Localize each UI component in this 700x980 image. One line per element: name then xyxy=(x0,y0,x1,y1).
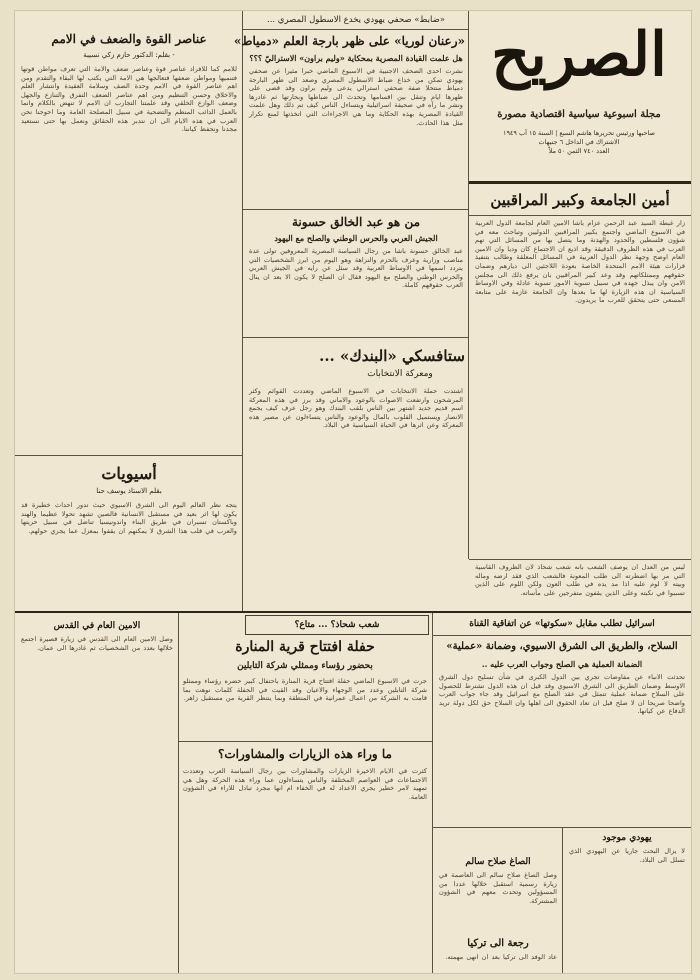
bandak-body: اشتدت حملة الانتخابات في الاسبوع الماضي وتعددت القوائم وكثر المرشحون وارتفعت الاصوات بالوعود والاماني وقد برز في هذه المعركة اسم قديم جديد اشتهر بين الناس بلقب البندك وهو رجل عرف كيف يجمع الانصار ويستميل القلوب بالمال والوعود والناس يتساءلون عن مصير هذه المعركة وعن اثرها في الحياة السياسية في البلاد. xyxy=(249,387,463,430)
return-turkey-body: عاد الوفد الى تركيا بعد ان انهى مهمته. xyxy=(445,953,557,961)
israel-suez-headline: اسرائيل تطلب مقابل «سكوتها» عن اتفاقية القناة xyxy=(469,619,655,629)
university-body: زار غبطة السيد عبد الرحمن عزام باشا الامين العام لجامعة الدول العربية في الاسبوع الماضي واجتمع بكبير المراقبين الدوليين وتباحث معه في شؤون فلسطين والحدود والهدنة وما يتصل بها من المسائل التي تهم العرب في هذه الظروف الدقيقة وقد اذيع ان الاجتماع كان وديا وان الامين العام اوضح وجهة نظر الدول العربية في المسائل المعلقة وطالب بتنفيذ قرارات هيئة الامم المتحدة الخاصة بعودة اللاجئين الى ديارهم وضمان حقوقهم وممتلكاتهم وقد وعد كبير المراقبين بان يرفع ذلك الى مجلس الامن وان يبذل جهده في سبيل تسوية الامور تسوية عادلة وفي الاوساط السياسية ان هذه الزيارة لها ما بعدها وان الجامعة عازمة على متابعة المسعى حتى يتحقق للعرب ما يريدون. xyxy=(475,219,685,305)
section-rule xyxy=(15,611,691,613)
asiyat-body: يتجه نظر العالم اليوم الى الشرق الاسيوي حيث تدور احداث خطيرة قد يكون لها اثر بعيد في مستقبل الانسانية فالصين تشهد تحولا عظيما والهند وباكستان تسيران في طريق البناء واندونيسيا تناضل في سبيل حريتها والعرب في قلب هذا الشرق لا يمكنهم ان يقفوا بمعزل عما يجري حولهم. xyxy=(21,501,237,535)
moudi-headline: يهودي موجود xyxy=(602,833,652,843)
elements-body: للامم كما للافراد عناصر قوة وعناصر ضعف والامة التي تعرف مواطن قوتها فتنميها ومواطن ضعفها فتعالجها هي الامة التي يكتب لها البقاء والتقدم ومن اهم عناصر القوة في الامم وحدة الصف وسلامة العقيدة وانتشار العلم والاخلاق وحسن التنظيم ومن اهم عناصر الضعف التفرق والتنازع والجهل وضعف الوازع الخلقي وقد علمتنا التجارب ان الامم لا تنهض بالكلام وانما بالعمل الدائب المنظم والتضحية في سبيل المصلحة العامة وما احوجنا نحن العرب في هذه الايام الى ان نتدبر هذه الحقائق ونعمل بها حتى نستعيد مجدنا ونحفظ كياننا. xyxy=(21,65,237,134)
divider xyxy=(179,741,433,742)
divider xyxy=(243,337,469,338)
salah-headline: الصاغ صلاح سالم xyxy=(465,857,531,867)
general-secretary-headline: الامين العام في القدس xyxy=(53,621,141,631)
asiyat-headline: أسيويات xyxy=(101,464,157,483)
weapons-body: تحدثت الانباء عن مفاوضات تجري بين الدول الكبرى في شأن تسليح دول الشرق الاوسط وضمان الطريق الى الشرق الاسيوي وقد قيل ان هذه الدول تشترط للحصول على السلاح ضمانة عملية تتمثل في عقد الصلح مع اسرائيل وقد جاء جواب العرب واضحا صريحا ان لا صلح قبل ان تعاد الحقوق الى اهلها وان السلاح حق لكل دولة تريد الدفاع عن كيانها. xyxy=(439,673,685,716)
masthead-info-line: العدد ٧٤٠ الثمن ٥٠ ملاّ xyxy=(548,147,610,155)
masthead-info xyxy=(473,129,685,156)
masthead-subtitle: مجلة اسبوعية سياسية اقتصادية مصورة xyxy=(497,109,661,120)
newspaper-page xyxy=(14,10,692,974)
general-secretary-body: وصل الامين العام الى القدس في زيارة قصيرة اجتمع خلالها بعدد من الشخصيات ثم غادرها الى عمان. xyxy=(21,635,173,652)
column-rule xyxy=(468,11,469,559)
elements-headline: عناصر القوة والضعف في الامم xyxy=(51,32,207,46)
masthead xyxy=(467,11,691,181)
rantan-body: نشرت احدى الصحف الاجنبية في الاسبوع الماضي خبرا مثيرا عن صحفي يهودي تمكن من خداع ضباط الاسطول المصري وصعد الى ظهر البارجة دمياط منتحلا صفة صحفي استرالي يدعى وليم براون وقد قضى على ظهرها ايام وتنقل بين اقسامها وتحدث الى ضباطها وبحارتها ثم غادرها ونشر ما رآه في صحيفة اسرائيلية ويتساءل الناس كيف تم ذلك وهل علمت القيادة المصرية بهذه الحكاية وما هي الاجراءات التي اتخذتها لمنع تكرار مثل هذا الحادث. xyxy=(249,67,463,127)
elements-byline: - بقلم: الدكتور حازم زكي نسيبة xyxy=(83,51,175,59)
divider xyxy=(243,29,469,30)
divider xyxy=(15,455,243,456)
rantan-subhead: هل علمت القيادة المصرية بمحكاية «وليم براون» الاستراليّ ؟؟؟ xyxy=(249,53,463,63)
bandak-subhead: ومعركة الانتخابات xyxy=(367,369,433,379)
weapons-headline: السلاح، والطريق الى الشرق الاسيوي، وضمانة «عملية» xyxy=(446,641,678,652)
khaleq-body: عبد الخالق حسونة باشا من رجال السياسة المصرية المعروفين تولى عدة مناصب وزارية وعرف بالحزم والنزاهة وهو اليوم من ابرز الشخصيات التي يتردد اسمها في الاوساط العربية وقد سئل عن رايه في الجيش العربي والحرس الوطني والصلح مع اليهود فقال ان الصلح لا يكون الا بعد ان ينال العرب حقوقهم كاملة. xyxy=(249,247,463,290)
manara-headline: حفلة افتتاح قرية المنارة xyxy=(235,639,375,655)
masthead-info-line: صاحبها ورئيس تحريرها هاشم السبع | السنة ١٥ آب ١٩٤٩ xyxy=(502,129,656,137)
divider xyxy=(433,635,691,636)
salah-body: وصل الصاغ صلاح سالم الى العاصمة في زيارة رسمية استقبل خلالها عددا من المسؤولين وتحدث معهم في الشؤون المشتركة. xyxy=(439,871,557,905)
khaleq-subhead: الجيش العربي والحرس الوطني والصلح مع اليهود xyxy=(274,233,438,243)
column-rule xyxy=(432,611,433,973)
column-rule xyxy=(562,827,563,973)
khaleq-headline: من هو عبد الخالق حسونة xyxy=(291,215,421,229)
return-turkey-headline: رجعة الى تركيا xyxy=(467,938,529,949)
asiyat-byline: بقلم الاستاذ يوسف حنا xyxy=(96,487,162,495)
divider xyxy=(469,215,691,216)
divider xyxy=(243,209,469,210)
top-banner: «ضابط» صحفي يهودي يخدع الاسطول المصري ... xyxy=(267,15,445,25)
visits-headline: ما وراء هذه الزيارات والمشاورات؟ xyxy=(218,747,392,761)
rantan-headline: «رعنان لوريا» على ظهر بارجة العلم «دمياط» xyxy=(233,34,465,48)
conditions-box xyxy=(245,615,429,635)
visits-body: كثرت في الايام الاخيرة الزيارات والمشاورات بين رجال السياسة العرب وتعددت الاجتماعات في العواصم المختلفة والناس يتساءلون عما وراء هذه الحركة وهل هي تمهيد لامر خطير يجري الاعداد له في الخفاء ام انها مجرد تبادل للاراء في الشؤون العامة. xyxy=(183,767,427,801)
conditions-boxed-title: شعب شحاذ؟ ... متاع؟ xyxy=(294,620,380,630)
manara-body: جرت في الاسبوع الماضي حفلة افتتاح قرية المنارة باحتفال كبير حضره رؤساء وممثلو شركة التابلين وعدد من الوجهاء والاعيان وقد القيت في الحفلة كلمات نوهت بما قامت به الشركة من اعمال عمرانية في المنطقة وبما ينتظر القرية من مستقبل زاهر. xyxy=(183,677,427,703)
masthead-rule xyxy=(469,181,691,184)
bandak-headline: ستافسكي «البندك» ... xyxy=(319,347,465,365)
weapons-subhead: الضمانة العملية هي الصلح وجواب العرب عليه .. xyxy=(481,659,643,669)
university-headline: أمين الجامعة وكبير المراقبين xyxy=(490,191,670,209)
column-rule xyxy=(178,611,179,973)
manara-subhead: بحضور رؤساء وممثلي شركة التابلين xyxy=(237,661,373,671)
moudi-body: لا يزال البحث جاريا عن اليهودي الذي تسلل الى البلاد. xyxy=(569,847,685,864)
masthead-title: الصريح xyxy=(491,20,667,90)
conditions-body: ليس من العدل ان يوصف الشعب بانه شعب شحاذ لان الظروف القاسية التي مر بها اضطرته الى طلب المعونة فالشعب الذي فقد ارضه وماله وبيته لا لوم عليه اذا مد يده في طلب العون ولكن اللوم على الذين تسببوا في نكبته وعلى الذين يقفون متفرجين على مأساته. xyxy=(475,563,685,597)
masthead-info-line: الاشتراك في الداخل ٦ جنيهات xyxy=(538,138,620,146)
column-rule xyxy=(242,11,243,611)
divider xyxy=(469,559,691,560)
